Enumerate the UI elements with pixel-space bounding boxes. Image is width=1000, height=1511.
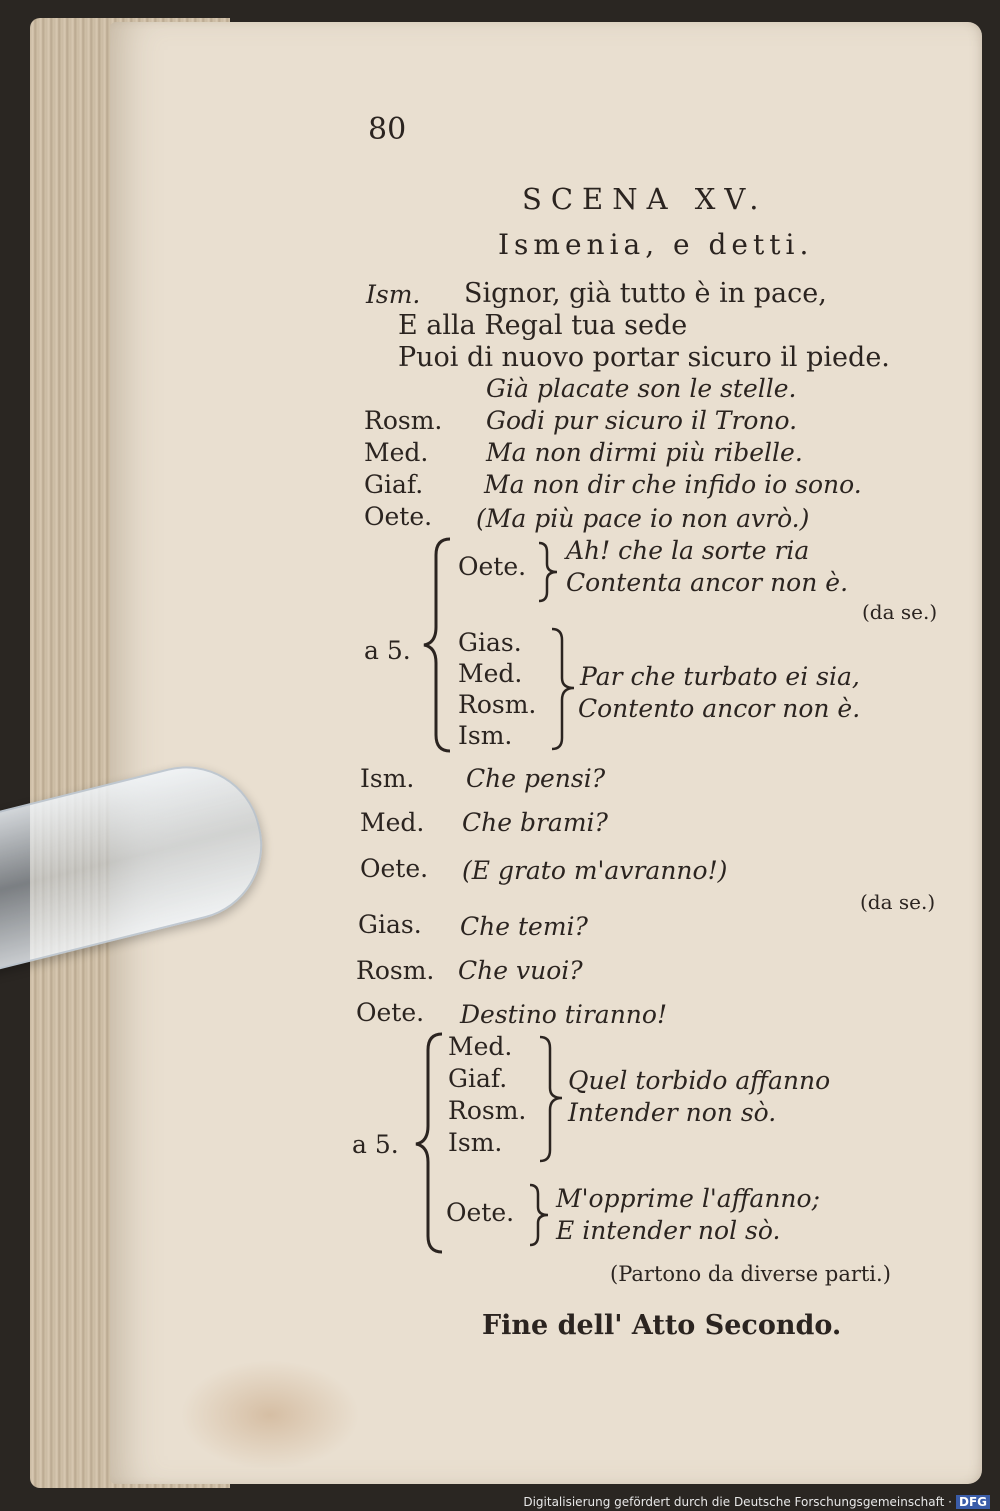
speaker-label: Ism. bbox=[366, 280, 421, 309]
speaker-label: Ism. bbox=[360, 764, 415, 793]
speaker-label: Oete. bbox=[360, 854, 429, 883]
verse-line: Godi pur sicuro il Trono. bbox=[486, 406, 798, 435]
speaker-label: Gias. bbox=[458, 628, 522, 657]
speaker-label: Med. bbox=[364, 438, 429, 467]
verse-line: Puoi di nuovo portar sicuro il piede. bbox=[398, 342, 890, 373]
verse-line: Signor, già tutto è in pace, bbox=[464, 278, 827, 309]
verse-line: Quel torbido affanno bbox=[568, 1066, 831, 1095]
verse-line: Destino tiranno! bbox=[460, 1000, 668, 1029]
verse-line: Intender non sò. bbox=[568, 1098, 777, 1127]
speaker-brace bbox=[536, 1034, 570, 1164]
speaker-brace bbox=[548, 626, 582, 752]
speaker-label: Oete. bbox=[356, 998, 425, 1027]
ensemble-label: a 5. bbox=[364, 636, 411, 665]
verse-line: Ma non dir che infido io sono. bbox=[484, 470, 862, 499]
speaker-label: Ism. bbox=[458, 721, 513, 750]
speaker-label: Ism. bbox=[448, 1128, 503, 1157]
verse-line: Che temi? bbox=[460, 912, 588, 941]
verse-line: (Ma più pace io non avrò.) bbox=[476, 504, 810, 533]
verse-line: Già placate son le stelle. bbox=[486, 374, 797, 403]
verse-line: (E grato m'avranno!) bbox=[462, 856, 728, 885]
dfg-logo: DFG bbox=[956, 1495, 990, 1509]
scene-subtitle: Ismenia, e detti. bbox=[498, 228, 814, 261]
ensemble-label: a 5. bbox=[352, 1130, 399, 1159]
page-number: 80 bbox=[368, 112, 407, 147]
verse-line: Contento ancor non è. bbox=[578, 694, 861, 723]
footer-text: Digitalisierung gefördert durch die Deutsche Forschungsgemeinschaft · bbox=[523, 1495, 952, 1509]
scene-title: SCENA XV. bbox=[522, 182, 768, 216]
speaker-brace bbox=[526, 1182, 554, 1248]
speaker-label: Rosm. bbox=[364, 406, 443, 435]
speaker-label: Oete. bbox=[446, 1198, 515, 1227]
verse-line: Che pensi? bbox=[466, 764, 606, 793]
verse-line: Che vuoi? bbox=[458, 956, 583, 985]
speaker-label: Med. bbox=[360, 808, 425, 837]
verse-line: Ah! che la sorte ria bbox=[566, 536, 810, 565]
stage-aside: (da se.) bbox=[860, 890, 936, 914]
ensemble-brace-large bbox=[420, 535, 460, 755]
act-end: Fine dell' Atto Secondo. bbox=[482, 1310, 842, 1341]
verse-line: Par che turbato ei sia, bbox=[580, 662, 860, 691]
stage-direction: (Partono da diverse parti.) bbox=[610, 1262, 891, 1286]
speaker-brace bbox=[535, 540, 563, 604]
speaker-label: Giaf. bbox=[364, 470, 424, 499]
speaker-label: Rosm. bbox=[448, 1096, 527, 1125]
verse-line: Contenta ancor non è. bbox=[566, 568, 849, 597]
verse-line: M'opprime l'affanno; bbox=[556, 1184, 820, 1213]
paper-stain bbox=[180, 1360, 360, 1470]
stage-aside: (da se.) bbox=[862, 600, 938, 624]
speaker-label: Giaf. bbox=[448, 1064, 508, 1093]
speaker-label: Med. bbox=[458, 659, 523, 688]
speaker-label: Oete. bbox=[364, 502, 433, 531]
verse-line: Ma non dirmi più ribelle. bbox=[486, 438, 803, 467]
speaker-label: Med. bbox=[448, 1032, 513, 1061]
speaker-label: Oete. bbox=[458, 552, 527, 581]
verse-line: E intender nol sò. bbox=[556, 1216, 781, 1245]
speaker-label: Gias. bbox=[358, 910, 422, 939]
verse-line: E alla Regal tua sede bbox=[398, 310, 688, 341]
footer-credit bbox=[523, 1495, 990, 1509]
verse-line: Che brami? bbox=[462, 808, 608, 837]
speaker-label: Rosm. bbox=[356, 956, 435, 985]
speaker-label: Rosm. bbox=[458, 690, 537, 719]
